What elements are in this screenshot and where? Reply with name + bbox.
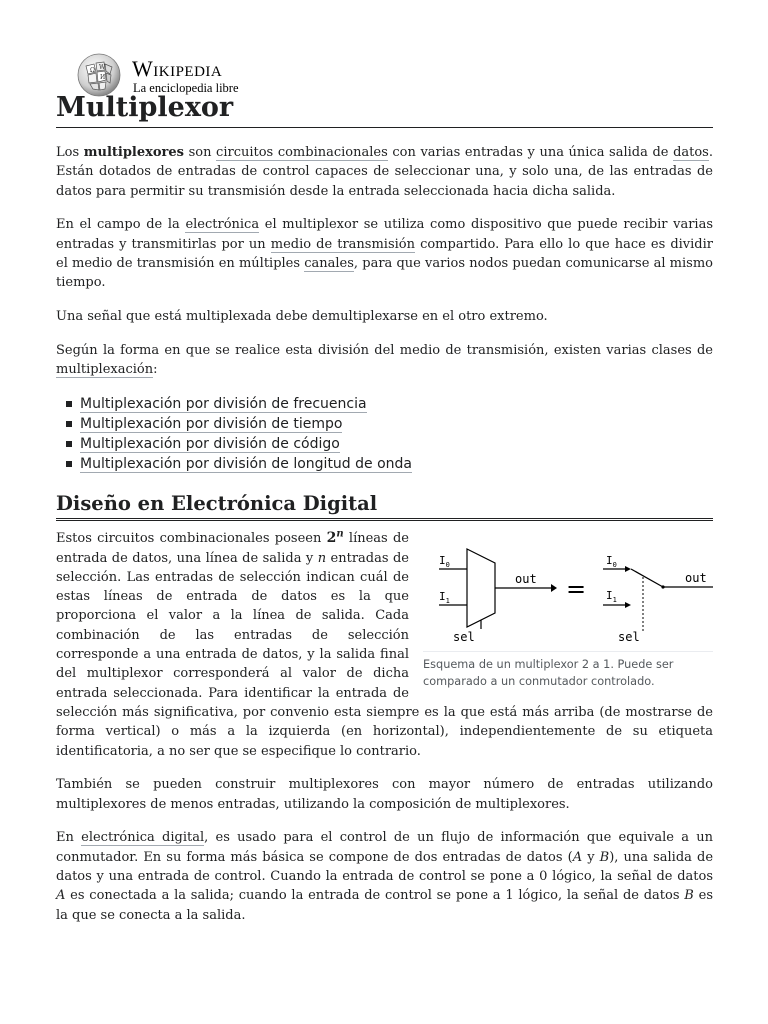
section-paragraph-1: Estos circuitos combinacionales poseen 2$^n$ líneas de entrada de datos, una línea de salida y n entradas de selección. Las entradas de selección indican cuál de estas líneas de entrada de datos es la que proporciona el valor a la línea de salida. Cada combinación de las entradas de selección corresponde a una entrada de datos, y la salida final del multiplexor corresponderá al valor de dicha entrada seleccionada. Para identificar la entrada de selección más significativa, por convenio esta siempre es la que está más arriba (de mostrarse de forma vertical) o más a la izquierda (en horizontal), independientemente de su etiqueta identificatoria, a no ser que se especifique lo contrario. (56, 528, 713, 759)
link-medio-de-transmision[interactable]: medio de transmisión (270, 236, 415, 252)
link-multiplexacion[interactable]: multiplexación (56, 362, 154, 378)
svg-text:W: W (99, 64, 106, 71)
label-i0: $I_0$ (439, 554, 450, 570)
list-item (80, 434, 713, 454)
label-sel: sel (453, 630, 475, 645)
svg-text:Ω: Ω (90, 67, 95, 74)
svg-text:sel: sel (618, 630, 640, 645)
wikipedia-wordmark: Wikipedia (132, 56, 223, 81)
intro-paragraph-2: En el campo de la electrónica el multiplexor se utiliza como dispositivo que puede recibir varias entradas y transmitirlas por un medio de transmisión compartido. Para ello lo que hace es dividir el medio de transmisión en múltiples canales, para que varios nodos puedan comunicarse al mismo tiempo. (56, 217, 714, 291)
section-paragraph-2: También se pueden construir multiplexores con mayor número de entradas utilizando multiplexores de menos entradas, utilizando la composición de multiplexores. (56, 777, 713, 812)
link-longitud-de-onda[interactable]: Multiplexación por división de longitud de onda (80, 455, 412, 472)
multiplexer-figure (423, 533, 713, 690)
equals-sign: = (566, 575, 587, 604)
article-body (56, 143, 713, 939)
label-i1: $I_1$ (439, 590, 450, 606)
list-item (80, 414, 713, 434)
svg-text:I1: $I_1$ (606, 589, 617, 605)
link-electronica[interactable]: electrónica (185, 217, 260, 233)
multiplexer-diagram (423, 533, 713, 649)
intro-paragraph-3: Una señal que está multiplexada debe demultiplexarse en el otro extremo. (56, 309, 548, 325)
label-out: out (515, 572, 537, 587)
multiplexing-types-list (56, 394, 713, 474)
switch-blade (631, 569, 663, 587)
link-circuitos-combinacionales[interactable]: circuitos combinacionales (216, 145, 388, 160)
svg-text:out: out (685, 571, 707, 586)
link-electronica-digital[interactable]: electrónica digital (81, 830, 205, 846)
bold-term: multiplexores (83, 145, 184, 160)
link-codigo[interactable]: Multiplexación por división de código (80, 435, 340, 452)
math-formula: 2$^n$ (326, 528, 344, 547)
section-heading: Diseño en Electrónica Digital (56, 494, 713, 521)
link-datos[interactable]: datos (673, 145, 709, 160)
wikipedia-tagline: La enciclopedia libre (133, 81, 239, 95)
link-canales[interactable]: canales (304, 255, 354, 271)
page-title: Multiplexor (56, 92, 713, 128)
link-frecuencia[interactable]: Multiplexación por división de frecuencia (80, 395, 367, 412)
list-item (80, 394, 713, 414)
figure-caption: Esquema de un multiplexor 2 a 1. Puede ser comparado a un conmutador controlado. (423, 651, 713, 690)
list-item (80, 454, 713, 474)
svg-text:I0: $I_0$ (606, 554, 617, 570)
section-paragraph-3: En electrónica digital, es usado para el control de un flujo de información que equivale a un conmutador. En su forma más básica se compone de dos entradas de datos (A y B), una salida de datos y una entrada de control. Cuando la entrada de control se pone a 0 lógico, la señal de datos A es conectada a la salida; cuando la entrada de control se pone a 1 lógico, la señal de datos B es la que se conecta a la salida. (56, 830, 714, 923)
link-tiempo[interactable]: Multiplexación por división de tiempo (80, 415, 343, 432)
intro-paragraph-4: Según la forma en que se realice esta división del medio de transmisión, existen varias clases de multiplexación: (56, 342, 713, 378)
mux-shape (467, 549, 495, 627)
intro-paragraph-1: Los multiplexores son circuitos combinacionales con varias entradas y una única salida de datos. Están dotados de entradas de control capaces de seleccionar una, y solo una, de las entradas de datos para permitir su transmisión desde la entrada seleccionada hacia dicha salida. (56, 145, 713, 199)
svg-text:И: И (100, 74, 106, 81)
